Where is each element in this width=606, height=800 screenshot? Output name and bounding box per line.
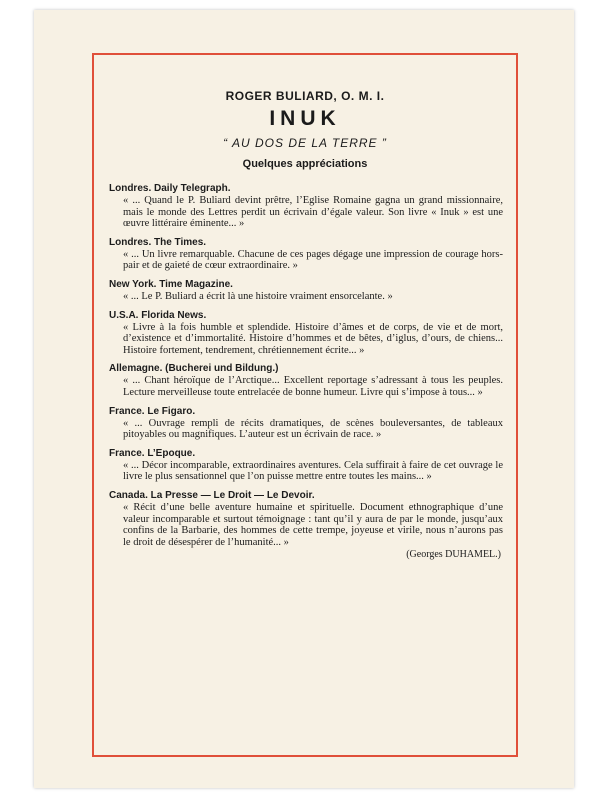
review-quote: « Livre à la fois humble et splendide. Histoire d’âmes et de corps, de vie et de mort, d’existence et d’immortalité. Histoire d’hommes et de bêtes, d’iglus, d’ours, de chiens... Histoire fortement, tendrement, chrétiennement écrite... » <box>123 321 503 356</box>
red-border-frame <box>92 53 518 757</box>
reviews-list <box>109 183 505 567</box>
review-item <box>109 448 505 483</box>
review-item <box>109 363 505 398</box>
review-quote: « ... Quand le P. Buliard devint prêtre, l’Eglise Romaine gagna un grand missionnaire, mais le monde des Lettres perdit un écrivain d’égale valeur. Son livre « Inuk » est une œuvre littéraire éminente... » <box>123 195 503 230</box>
review-source: Allemagne. (Bucherei und Bildung.) <box>109 363 279 375</box>
review-source: France. Le Figaro. <box>109 405 196 417</box>
review-quote: « ... Un livre remarquable. Chacune de ces pages dégage une impression de courage hors-pair et de gaieté de cœur extraordinaire. » <box>123 248 503 272</box>
review-item <box>109 406 505 441</box>
review-quote: « ... Ouvrage rempli de récits dramatiques, de scènes bouleversantes, de tableaux pitoyables ou magnifiques. L’auteur est un écrivain de race. » <box>123 417 503 441</box>
review-quote: « Récit d’une belle aventure humaine et spirituelle. Document ethnographique d’une valeur incomparable et surtout témoignage : tant qu’il y aura de par le monde, jusqu’aux confins de la Barbarie, des hommes de cette trempe, joyeuse et virile, nous n’aurons pas le droit de désespérer de l’humanité... » <box>123 501 503 548</box>
review-quote: « ... Le P. Buliard a écrit là une histoire vraiment ensorcelante. » <box>123 290 393 302</box>
review-source: Londres. Daily Telegraph. <box>109 183 231 194</box>
review-item <box>109 237 505 272</box>
author-name: ROGER BULIARD, O. M. I. <box>225 89 385 103</box>
review-item <box>109 279 505 303</box>
review-source: Londres. The Times. <box>109 236 207 248</box>
book-subtitle: “ AU DOS DE LA TERRE ” <box>223 136 387 150</box>
review-source: New York. Time Magazine. <box>109 278 233 290</box>
book-title: INUK <box>269 107 341 130</box>
review-item <box>109 490 505 560</box>
review-source: France. L’Epoque. <box>109 447 196 459</box>
review-attribution: (Georges DUHAMEL.) <box>406 549 501 561</box>
section-heading: Quelques appréciations <box>242 158 368 170</box>
review-quote: « ... Décor incomparable, extraordinaires aventures. Cela suffirait à faire de cet ouvrage le livre le plus sensationnel que l’on puisse mettre entre toutes les mains... » <box>123 459 503 483</box>
book-back-cover <box>34 10 574 788</box>
review-source: Canada. La Presse — Le Droit — Le Devoir. <box>109 489 315 501</box>
review-quote: « ... Chant héroïque de l’Arctique... Excellent reportage s’adressant à tous les peuples. Lecture merveilleuse toute entrelacée de bonne humeur. Livre qui s’impose à tous... » <box>123 375 503 398</box>
review-source: U.S.A. Florida News. <box>109 309 207 321</box>
review-item <box>109 310 505 357</box>
review-item <box>109 183 505 230</box>
